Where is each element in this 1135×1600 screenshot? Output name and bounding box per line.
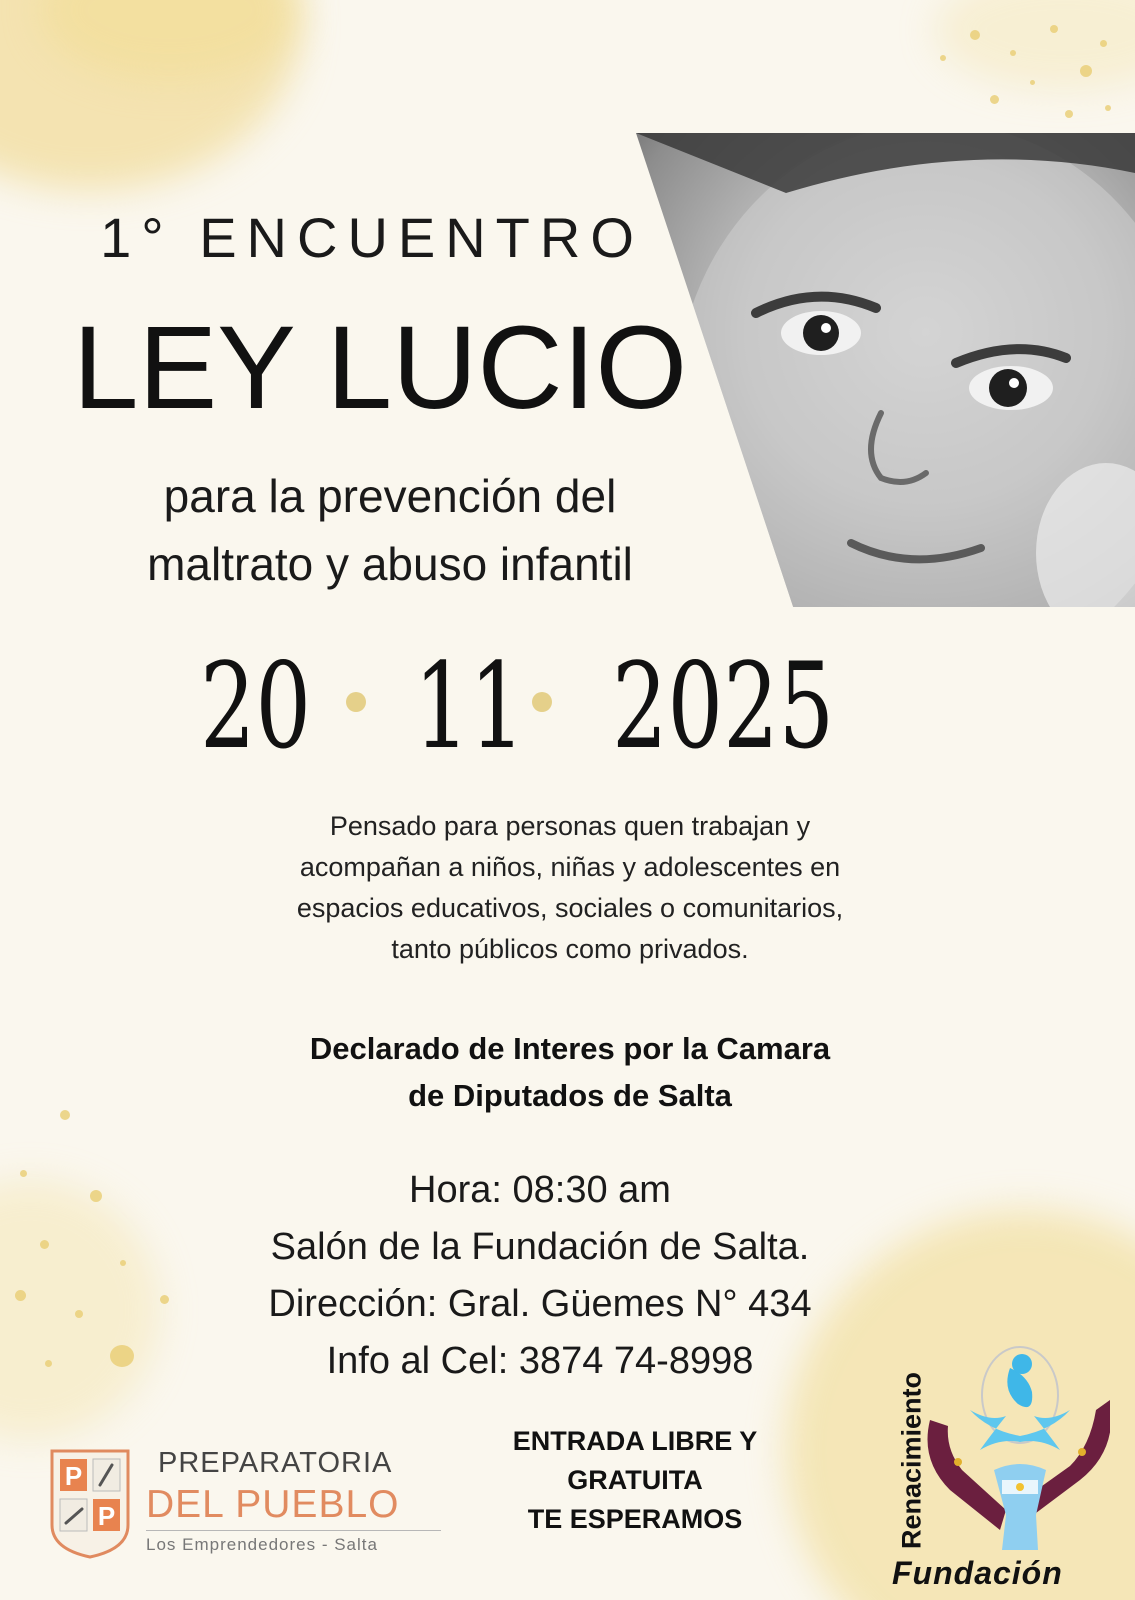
fundacion-renacimiento-logo — [880, 1340, 1110, 1595]
description-line: Pensado para personas quen trabajan y — [329, 811, 811, 841]
subtitle-line: para la prevención del — [163, 470, 617, 522]
preparatoria-name-line1: PREPARATORIA — [158, 1447, 393, 1479]
event-address: Dirección: Gral. Güemes N° 434 — [268, 1283, 812, 1325]
event-venue: Salón de la Fundación de Salta. — [270, 1226, 810, 1268]
event-subtitle — [60, 462, 720, 598]
event-title: LEY LUCIO — [72, 302, 688, 434]
event-time: Hora: 08:30 am — [409, 1169, 671, 1211]
subtitle-line: maltrato y abuso infantil — [147, 538, 633, 590]
event-details — [150, 1162, 930, 1390]
declaration-line: Declarado de Interes por la Camara — [309, 1031, 831, 1066]
fundacion-side-text: Renacimiento — [896, 1371, 927, 1550]
description-line: tanto públicos como privados. — [391, 934, 749, 964]
preparatoria-shield-icon — [48, 1447, 132, 1559]
entry-line: TE ESPERAMOS — [527, 1504, 743, 1534]
event-kicker: 1° ENCUENTRO — [100, 206, 644, 269]
event-date — [170, 636, 870, 776]
description-line: acompañan a niños, niñas y adolescentes en — [299, 852, 841, 882]
gold-speckles-top-right — [900, 10, 1130, 130]
preparatoria-logo — [48, 1447, 408, 1559]
date-year: 2025 — [612, 637, 835, 775]
svg-text:P: P — [97, 1501, 116, 1531]
date-separator-dot — [346, 692, 366, 712]
declaration-line: de Diputados de Salta — [408, 1078, 732, 1113]
date-day: 20 — [200, 637, 312, 775]
preparatoria-name-line2: DEL PUEBLO — [146, 1483, 400, 1526]
description-line: espacios educativos, sociales o comunitarios, — [296, 893, 844, 923]
date-separator-dot — [532, 692, 552, 712]
date-month: 11 — [414, 637, 526, 775]
fundacion-bottom-text: Fundación — [892, 1555, 1063, 1591]
event-contact: Info al Cel: 3874 74-8998 — [326, 1340, 754, 1382]
declaration-of-interest — [200, 1025, 940, 1119]
entry-notice — [460, 1422, 810, 1539]
svg-text:P: P — [64, 1461, 83, 1491]
fundacion-emblem-icon — [910, 1340, 1110, 1555]
audience-description — [200, 806, 940, 970]
preparatoria-tagline: Los Emprendedores - Salta — [146, 1535, 378, 1554]
preparatoria-divider — [146, 1530, 441, 1531]
entry-line: GRATUITA — [567, 1465, 703, 1495]
entry-line: ENTRADA LIBRE Y — [512, 1426, 758, 1456]
